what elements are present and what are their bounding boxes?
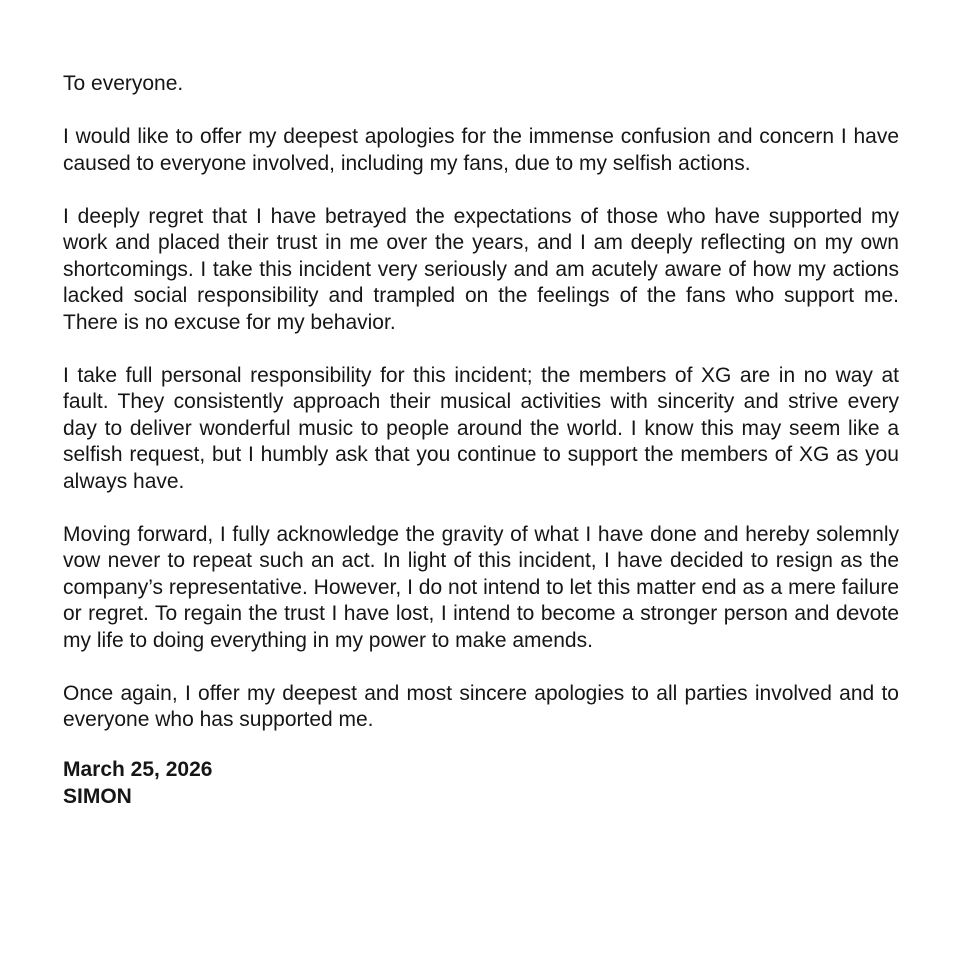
letter-paragraph: I take full personal responsibility for this incident; the members of XG are in no way at fault. They consistently approach their musical activities with sincerity and strive every day to deliver wonderful music to people around the world. I know this may seem like a selfish request, but I humbly ask that you continue to support the members of XG as you always have. <box>63 363 899 493</box>
letter-date: March 25, 2026 <box>63 757 213 781</box>
letter-signature: SIMON <box>63 784 132 808</box>
letter-greeting: To everyone. <box>63 72 184 95</box>
letter-signature-block <box>63 756 899 810</box>
letter-paragraph: I deeply regret that I have betrayed the expectations of those who have supported my work and placed their trust in me over the years, and I am deeply reflecting on my own shortcomings. I take this incident very seriously and am acutely aware of how my actions lacked social responsibility and trampled on the feelings of the fans who support me. There is no excuse for my behavior. <box>63 204 899 334</box>
letter-paragraph: I would like to offer my deepest apologies for the immense confusion and concern I have caused to everyone involved, including my fans, due to my selfish actions. <box>63 125 899 175</box>
letter-paragraph: Moving forward, I fully acknowledge the gravity of what I have done and hereby solemnly vow never to repeat such an act. In light of this incident, I have decided to resign as the company’s representative. However, I do not intend to let this matter end as a mere failure or regret. To regain the trust I have lost, I intend to become a stronger person and devote my life to doing everything in my power to make amends. <box>63 522 899 652</box>
letter-paragraph: Once again, I offer my deepest and most sincere apologies to all parties involved and to everyone who has supported me. <box>63 681 899 731</box>
apology-letter <box>63 71 899 810</box>
